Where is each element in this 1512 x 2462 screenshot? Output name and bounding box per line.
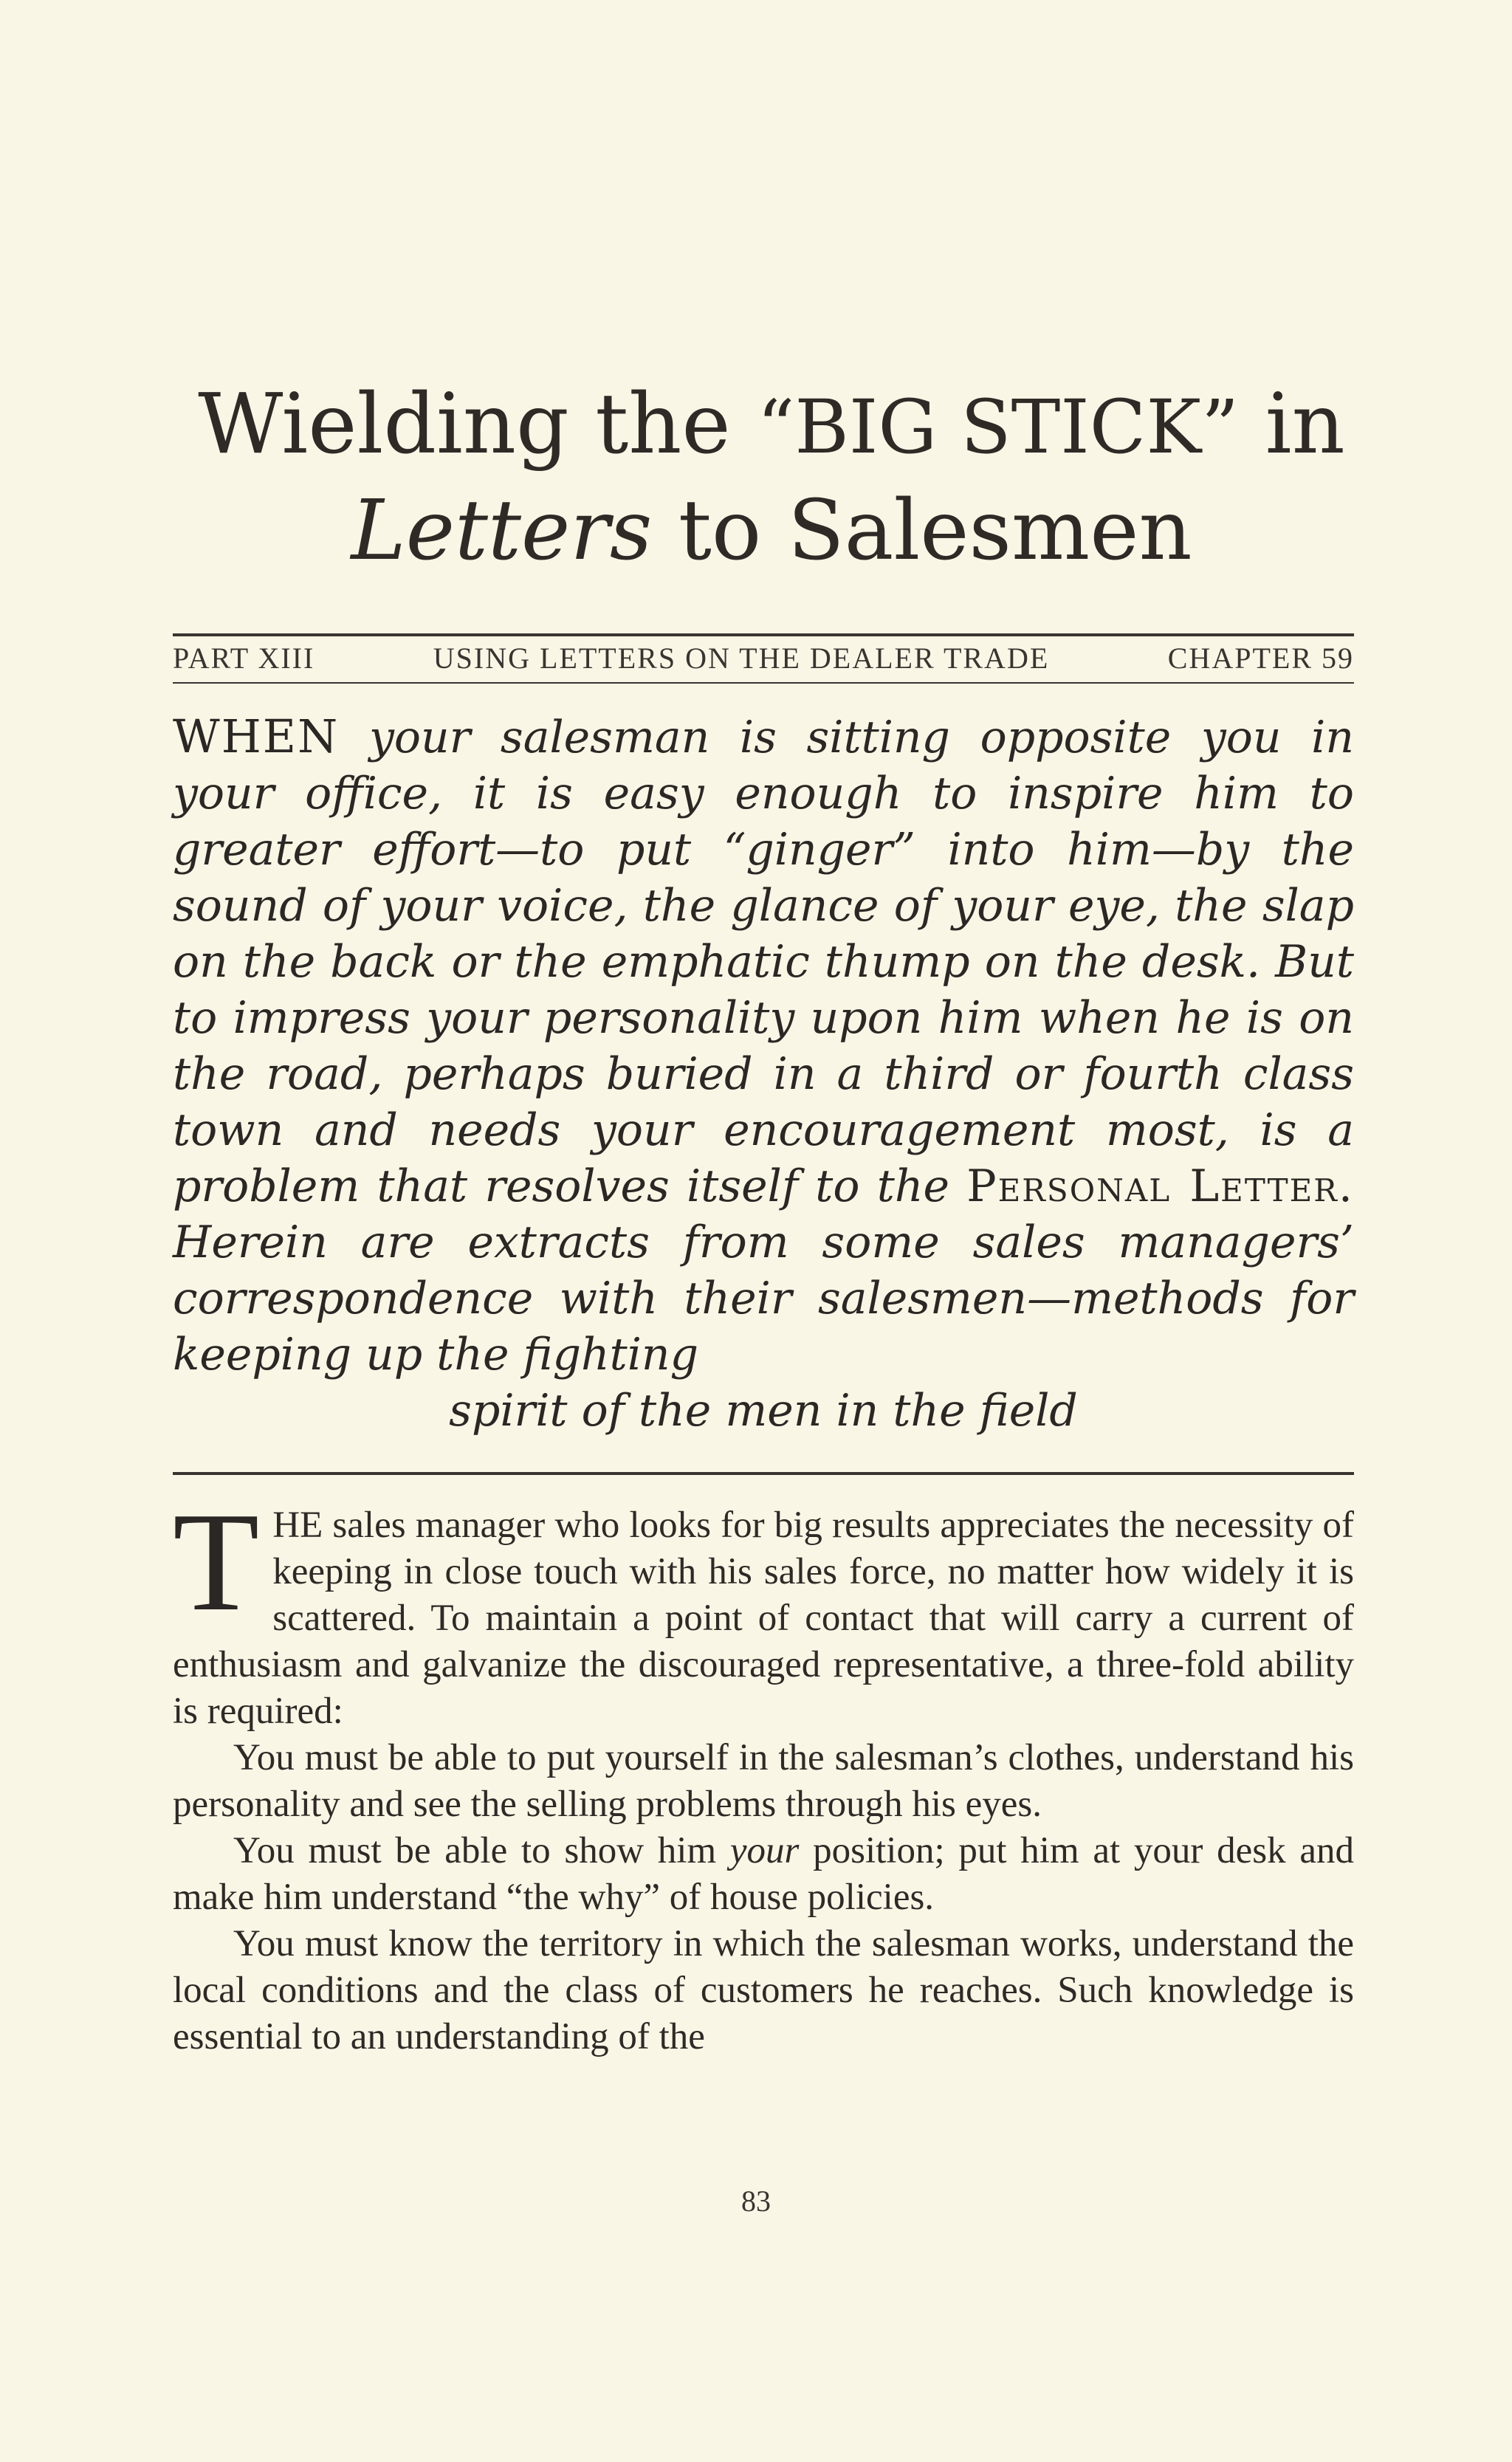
intro-text-2: Herein are extracts from some sales managers’ correspondence with their salesmen—methods for keeping up the fighting — [173, 1217, 1354, 1380]
page-number: 83 — [741, 2184, 771, 2218]
paragraph-text: position; put him at your desk and make him understand “the why” of house policies. — [173, 1830, 1354, 1918]
section-label: USING LETTERS ON THE DEALER TRADE — [433, 641, 1050, 675]
intro-paragraph — [173, 709, 1354, 1439]
title-text-2: to Salesmen — [652, 483, 1192, 579]
header-bottom-rule — [173, 682, 1354, 684]
body-paragraph-1 — [173, 1483, 1354, 1735]
header-top-rule — [173, 633, 1354, 636]
body-text — [173, 1483, 1354, 2060]
intro-lead-word: WHEN — [173, 709, 340, 763]
title-text: Wielding the — [198, 376, 757, 472]
title-line-2 — [170, 479, 1373, 582]
title-italic-word: Letters — [351, 483, 653, 579]
italic-word: your — [729, 1830, 800, 1871]
part-label: PART XIII — [173, 641, 315, 675]
body-paragraph-2: You must be able to put yourself in the salesman’s clothes, understand his personality and see the selling problems through his eyes. — [173, 1737, 1354, 1825]
intro-last-line: spirit of the men in the field — [449, 1385, 1078, 1437]
paragraph-text: HE sales manager who looks for big results appreciates the necessity of keeping in close touch with his sales force, no matter how widely it is scattered. To maintain a point of contact that will carry a current of enthusiasm and galvanize the discouraged representative, a three-fold ability is required: — [173, 1505, 1354, 1732]
body-paragraph-3 — [173, 1828, 1354, 1921]
intro-text-1: your salesman is sitting opposite you in your office, it is easy enough to inspire him to greater effort—to put “ginger” into him—by the sound of your voice, the glance of your eye, the slap on the back or the emphatic thump on the desk. But to impress your personality upon him when he is on the road, perhaps buried in a third or fourth class town and needs your encouragement most, is a problem that resolves itself to the — [173, 712, 1354, 1212]
drop-cap: T — [173, 1483, 260, 1640]
running-header — [173, 639, 1354, 676]
title-quoted-text: “BIG STICK” — [757, 384, 1240, 470]
paragraph-text: You must be able to show him — [233, 1830, 730, 1871]
title-text-end: in — [1239, 376, 1345, 472]
body-paragraph-4: You must know the territory in which the salesman works, understand the local conditions and the class of customers he reaches. Such knowledge is essential to an understanding of the — [173, 1923, 1354, 2057]
chapter-title — [170, 373, 1373, 582]
chapter-label: CHAPTER 59 — [1167, 641, 1354, 675]
title-line-1 — [170, 373, 1373, 479]
intro-small-caps: Personal Letter. — [966, 1160, 1354, 1212]
section-divider — [173, 1472, 1354, 1475]
